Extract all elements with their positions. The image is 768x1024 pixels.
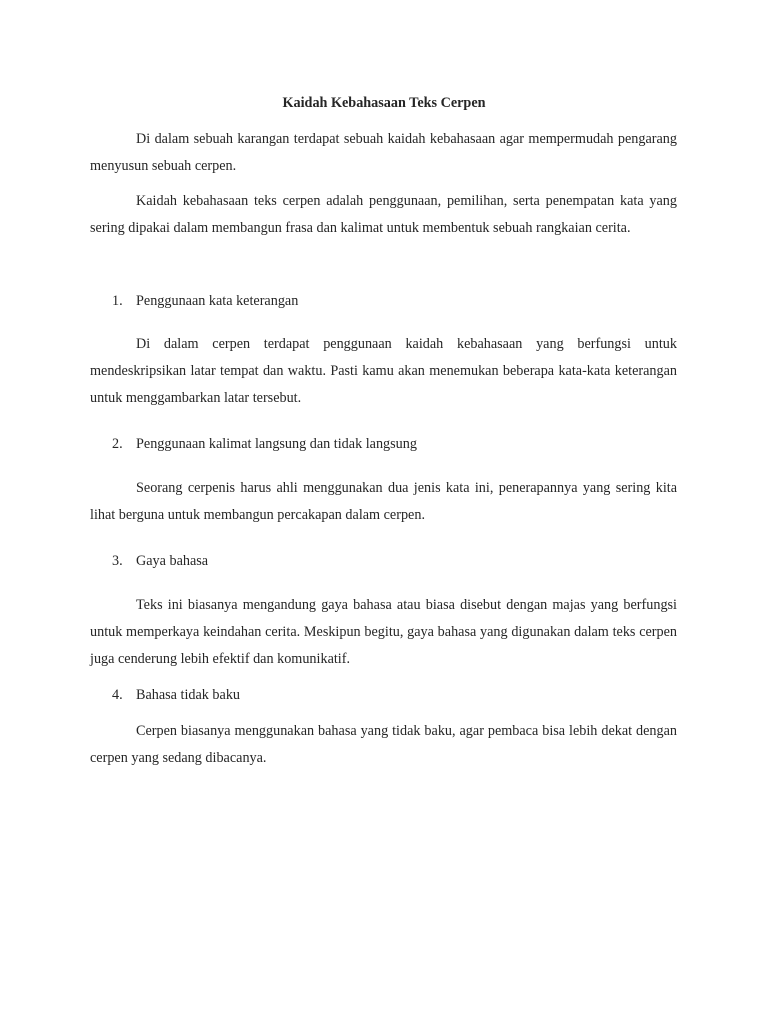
document-title: Kaidah Kebahasaan Teks Cerpen <box>282 95 486 111</box>
section-4-title: Bahasa tidak baku <box>136 687 241 703</box>
section-3-body: Teks ini biasanya mengandung gaya bahasa atau biasa disebut dengan majas yang berfungsi untuk memperkaya keindahan cerita. Meskipun begitu, gaya bahasa yang digunakan dalam teks cerpen juga cenderung lebih efektif dan komunikatif. <box>90 597 677 667</box>
section-1-body: Di dalam cerpen terdapat penggunaan kaidah kebahasaan yang berfungsi untuk mendeskripsikan latar tempat dan waktu. Pasti kamu akan menemukan beberapa kata-kata keterangan untuk menggambarkan latar tersebut. <box>90 336 677 406</box>
section-4-number: 4. <box>112 687 123 703</box>
section-2-number: 2. <box>112 436 123 452</box>
section-2-title: Penggunaan kalimat langsung dan tidak langsung <box>136 436 417 452</box>
section-3-number: 3. <box>112 553 123 569</box>
section-4-body: Cerpen biasanya menggunakan bahasa yang tidak baku, agar pembaca bisa lebih dekat dengan cerpen yang sedang dibacanya. <box>90 723 677 766</box>
section-3-title: Gaya bahasa <box>136 553 209 569</box>
intro-paragraph-1: Di dalam sebuah karangan terdapat sebuah kaidah kebahasaan agar mempermudah pengarang menyusun sebuah cerpen. <box>90 131 677 174</box>
section-1-heading <box>112 292 298 310</box>
section-1-number: 1. <box>112 293 123 309</box>
section-1-title: Penggunaan kata keterangan <box>136 293 299 309</box>
section-2-heading <box>112 435 417 453</box>
intro-paragraph-2: Kaidah kebahasaan teks cerpen adalah penggunaan, pemilihan, serta penempatan kata yang sering dipakai dalam membangun frasa dan kalimat untuk membentuk sebuah rangkaian cerita. <box>90 193 677 236</box>
section-2-body: Seorang cerpenis harus ahli menggunakan dua jenis kata ini, penerapannya yang sering kita lihat berguna untuk membangun percakapan dalam cerpen. <box>90 480 677 523</box>
section-4-heading <box>112 686 240 704</box>
section-3-heading <box>112 552 208 570</box>
